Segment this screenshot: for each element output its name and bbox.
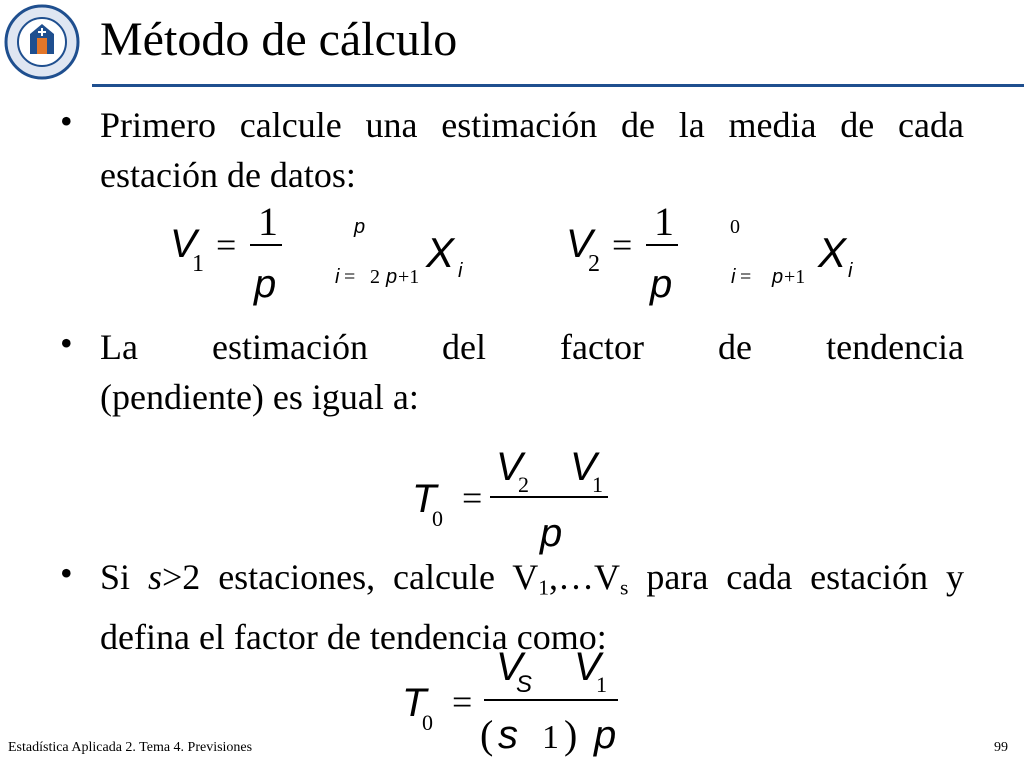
eq-v1-sum-lower-p: p [386, 266, 398, 288]
equation-t0-a [408, 440, 628, 560]
eq-t0b-lhs-sub: 0 [422, 710, 433, 735]
bullet-1-text: Primero calcule una estimación de la media de cada estación de datos: [100, 105, 964, 195]
eq-v2-den: p [650, 262, 673, 306]
eq-v2-sum-lower-i: i [731, 266, 736, 288]
b3-s: s [147, 557, 162, 597]
eq-t0b-lhs: T [402, 681, 427, 725]
eq-t0b-num-b: V [574, 645, 601, 689]
eq-v2-num: 1 [654, 199, 674, 244]
b3-subs: s [620, 575, 629, 600]
eq-v1-sum-lower-2: 2 [370, 266, 380, 288]
eq-v2-sum-lower-plus1: +1 [784, 266, 806, 288]
eq-v1-den: p [254, 262, 277, 306]
eq-v1-lhs: V [170, 222, 197, 266]
eq-v2-lhs-sub: 2 [588, 251, 600, 277]
eq-t0b-den-open: ( [480, 712, 494, 757]
eq-t0b-den-one: 1 [542, 719, 559, 756]
eq-v1-lhs-sub: 1 [192, 251, 204, 277]
b3-pre: Si [100, 557, 148, 597]
eq-v2-term-sub: i [848, 260, 853, 282]
eq-t0b-den-close: ) [564, 712, 578, 757]
page-number: 99 [994, 740, 1008, 755]
eq-v2-sum-lower-p: p [772, 266, 784, 288]
eq-t0a-num-b: V [570, 445, 597, 489]
eq-v2-equals: = [612, 225, 633, 265]
eq-t0b-den-s: s [498, 713, 518, 757]
university-logo [4, 4, 80, 80]
eq-t0a-equals: = [462, 478, 483, 518]
eq-t0a-den: p [540, 511, 563, 555]
eq-v1-term-sub: i [458, 260, 463, 282]
b3-post: para cada estación y defina el factor de tendencia como: [100, 557, 964, 658]
bullet-marker: • [60, 101, 73, 141]
b3-mid: ,…V [549, 557, 621, 597]
eq-v2-lhs: V [566, 222, 593, 266]
eq-v1-num: 1 [258, 199, 278, 244]
slide-title: Método de cálculo [100, 13, 458, 66]
b3-sub1: 1 [538, 575, 550, 600]
eq-t0b-num-a-sub: S [516, 671, 533, 698]
equation-v2 [566, 195, 866, 310]
b3-gt: >2 estaciones, calcule V [161, 557, 539, 597]
equation-t0-b [398, 642, 638, 757]
title-divider [92, 84, 1024, 87]
bullet-marker: • [60, 323, 73, 363]
eq-v1-term: X [426, 229, 455, 276]
eq-v2-term: X [818, 229, 847, 276]
eq-t0b-equals: = [452, 682, 473, 722]
eq-t0a-lhs: T [412, 477, 437, 521]
eq-v1-sum-lower-eq: = [344, 266, 356, 288]
eq-t0a-num-b-sub: 1 [592, 472, 603, 497]
eq-t0a-num-a: V [496, 445, 523, 489]
eq-v2-sum-upper: 0 [730, 216, 740, 238]
eq-t0b-den-p: p [594, 713, 617, 757]
eq-v1-equals: = [216, 225, 237, 265]
bullet-2-text: La estimación del factor de tendencia [100, 327, 964, 367]
equation-v1 [170, 195, 490, 310]
slide-footer: Estadística Aplicada 2. Tema 4. Previsiones [8, 740, 253, 755]
eq-t0b-num-b-sub: 1 [596, 672, 607, 697]
eq-v1-sum-lower-plus1: +1 [398, 266, 420, 288]
eq-t0a-lhs-sub: 0 [432, 506, 443, 531]
eq-v1-sum-upper: p [354, 216, 366, 238]
bullet-marker: • [60, 553, 73, 593]
eq-v1-sum-lower-i: i [335, 266, 340, 288]
eq-t0a-num-a-sub: 2 [518, 472, 529, 497]
bullet-2-text-cont: (pendiente) es igual a: [100, 377, 419, 417]
eq-t0b-num-a: V [496, 645, 523, 689]
eq-v2-sum-lower-eq: = [740, 266, 752, 288]
